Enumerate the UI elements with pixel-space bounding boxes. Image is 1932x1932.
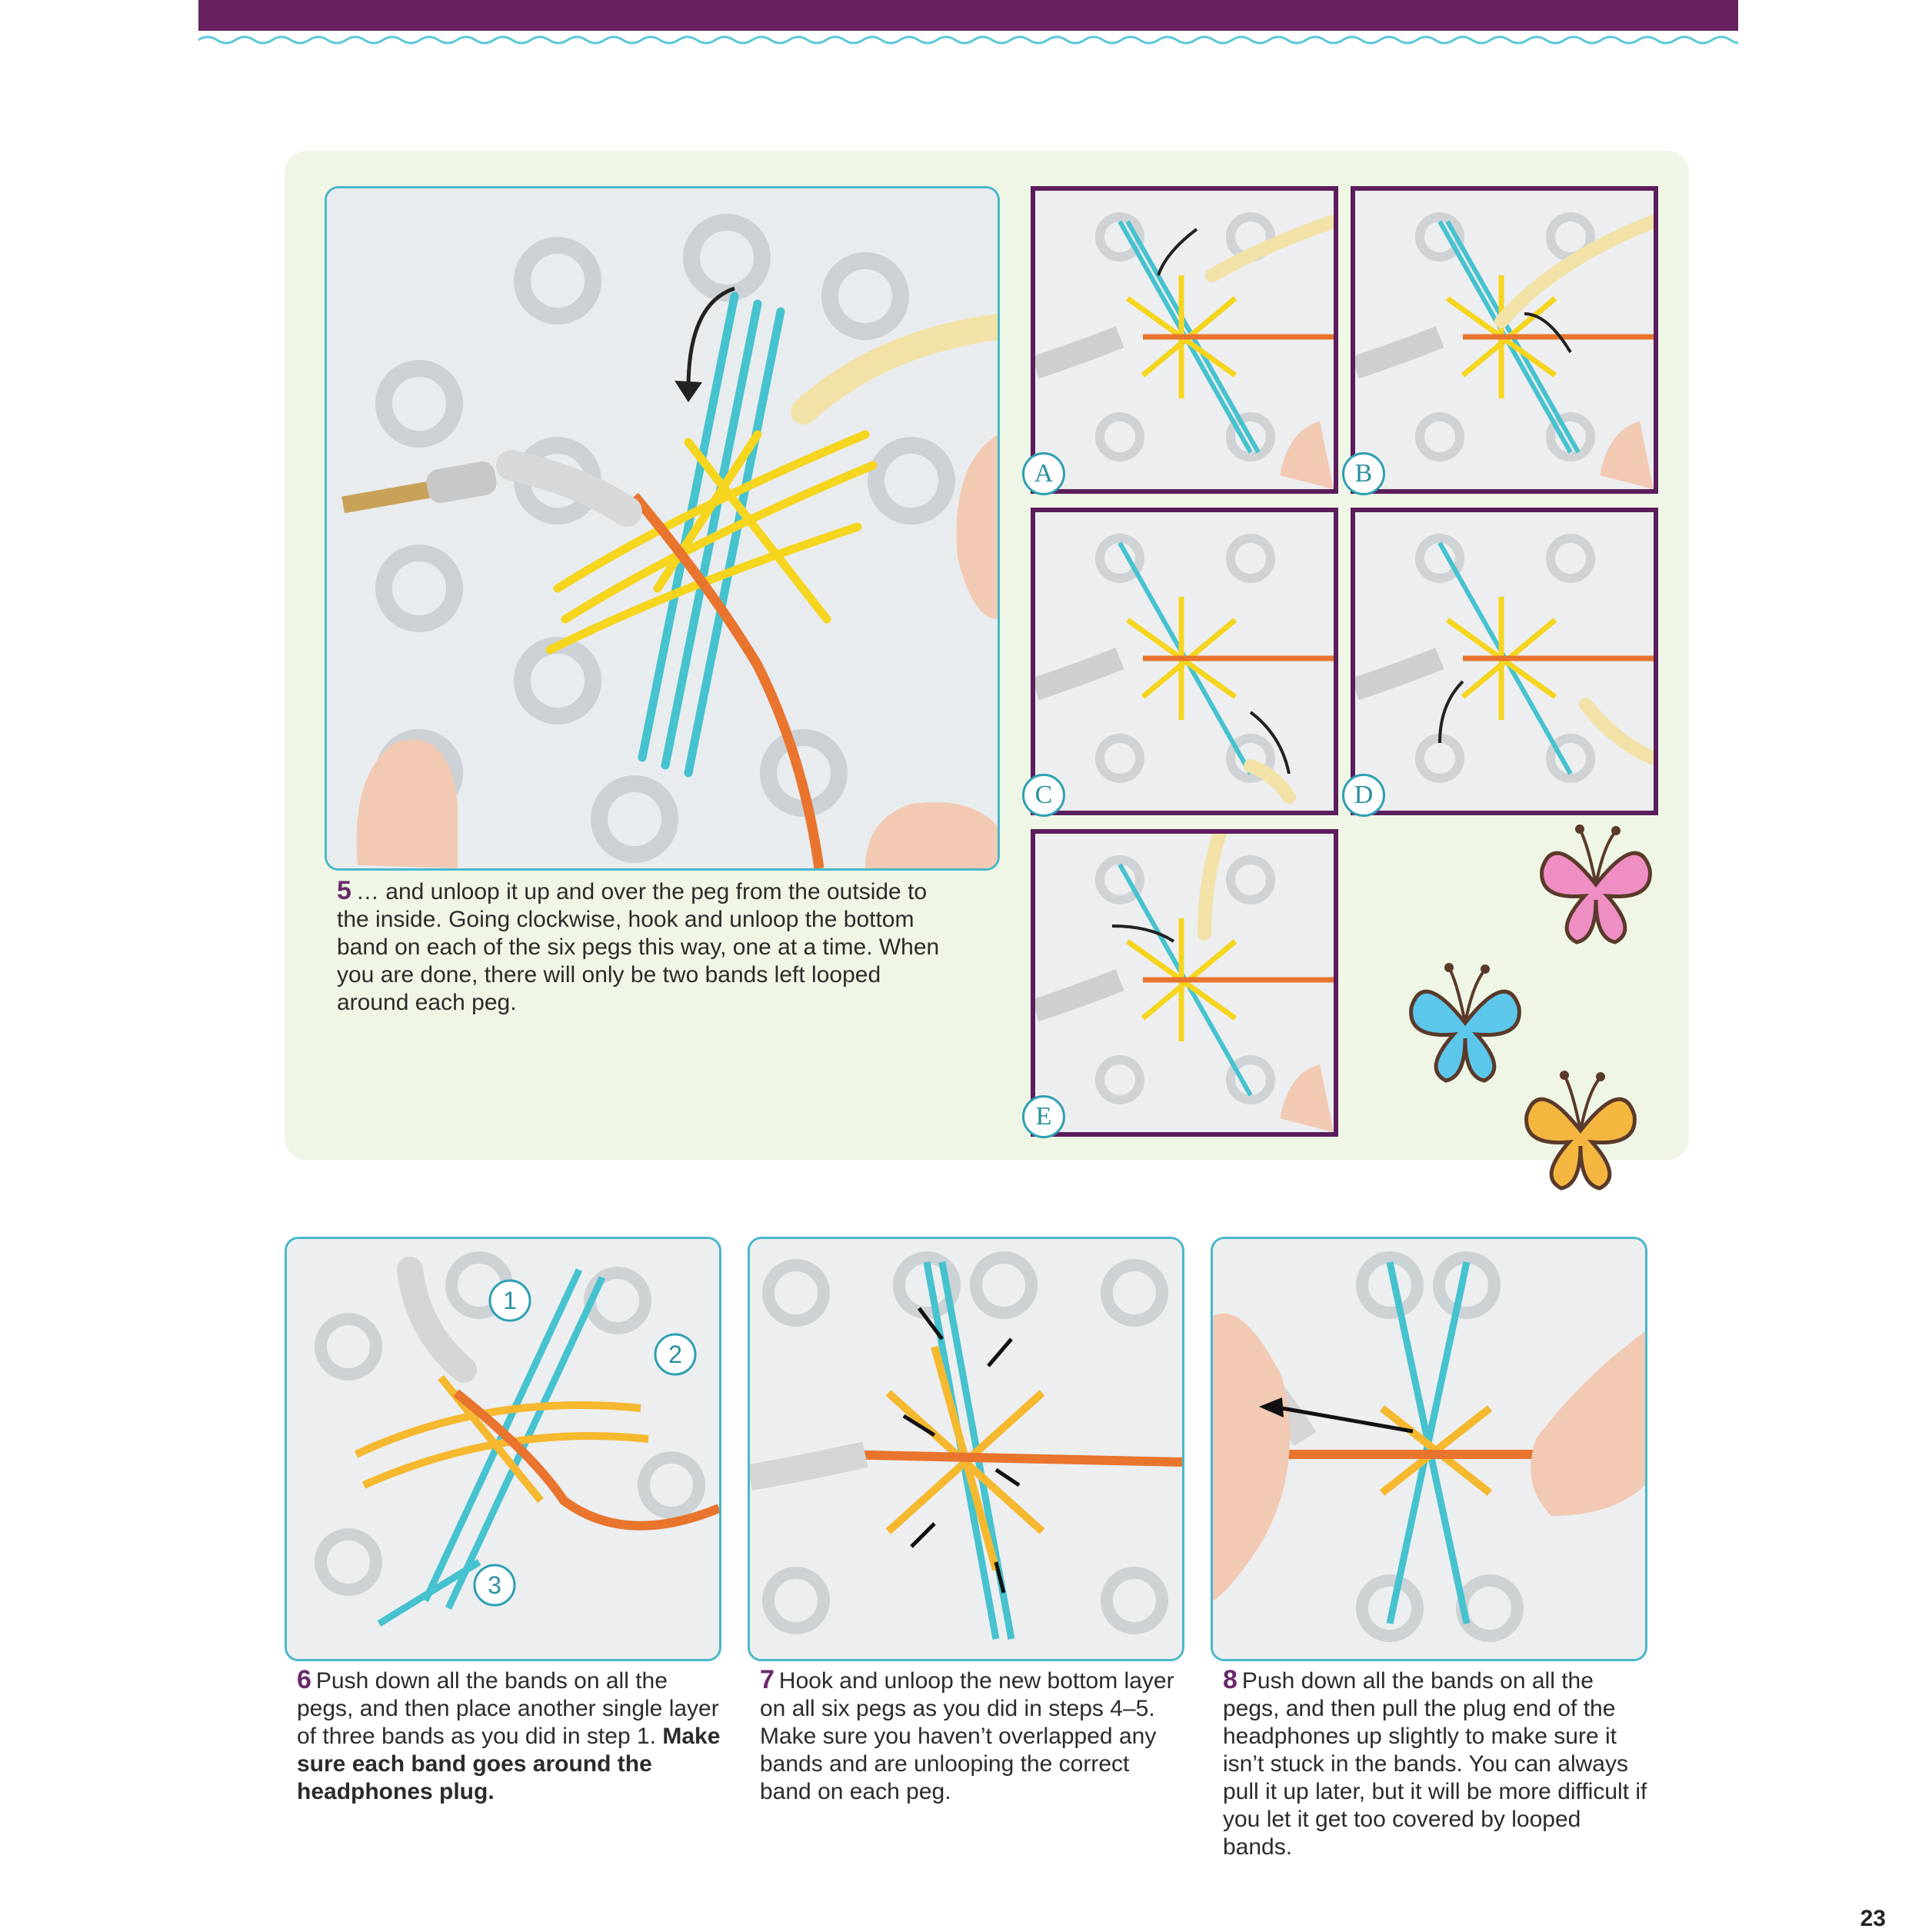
callout-3: 3 bbox=[488, 1571, 501, 1599]
step-8-instruction bbox=[1223, 1666, 1654, 1861]
step-8-text: Push down all the bands on all the pegs, and then pull the plug end of the headphones up slightly to make sure it isn’t stuck in the bands. You can always pull it up later, but it will be more difficult if you let it get too covered by looped bands. bbox=[1223, 1668, 1647, 1860]
step-7-number: 7 bbox=[760, 1665, 774, 1694]
substep-a-label: A bbox=[1022, 452, 1065, 495]
callout-2: 2 bbox=[668, 1341, 682, 1368]
substep-c-photo bbox=[1031, 508, 1338, 815]
substep-b-label: B bbox=[1342, 452, 1385, 495]
step-7-instruction bbox=[760, 1666, 1181, 1806]
pink-butterfly-icon bbox=[1531, 815, 1661, 954]
step-6-photo bbox=[285, 1237, 721, 1661]
substep-d-photo bbox=[1351, 508, 1658, 815]
step-7-photo bbox=[748, 1237, 1184, 1661]
page-number: 23 bbox=[1860, 1906, 1886, 1931]
step-5-photo bbox=[325, 186, 1000, 871]
header-bar bbox=[198, 0, 1738, 31]
substep-d-label: D bbox=[1342, 774, 1385, 817]
step-5-number: 5 bbox=[337, 876, 351, 905]
substep-e-label: E bbox=[1022, 1095, 1065, 1138]
step-6-text: Push down all the bands on all the pegs, and then place another single layer of three bands as you did in step 1. bbox=[297, 1668, 719, 1749]
step-8-number: 8 bbox=[1223, 1665, 1237, 1694]
step-7-text: Hook and unloop the new bottom layer on all six pegs as you did in steps 4–5. Make sure you haven’t overlapped any bands and are unlooping the correct band on each peg. bbox=[760, 1668, 1174, 1804]
substep-e-photo bbox=[1031, 829, 1338, 1137]
step-8-photo bbox=[1211, 1237, 1647, 1661]
step-5-instruction bbox=[337, 877, 952, 1017]
step-6-bold-note: Make sure each band goes around the headphones plug. bbox=[297, 1724, 721, 1804]
blue-butterfly-icon bbox=[1400, 954, 1531, 1092]
substep-b-photo bbox=[1351, 186, 1658, 494]
substep-a-photo bbox=[1031, 186, 1338, 494]
step-6-number: 6 bbox=[297, 1665, 311, 1694]
substep-c-label: C bbox=[1022, 774, 1065, 817]
callout-1: 1 bbox=[503, 1287, 517, 1314]
step-6-instruction bbox=[297, 1666, 728, 1806]
orange-butterfly-icon bbox=[1515, 1061, 1646, 1200]
step-5-text: … and unloop it up and over the peg from the outside to the inside. Going clockwise, hook and unloop the bottom band on each of the six pegs this way, one at a time. When you are done, there will only be two bands left looped around each peg. bbox=[337, 879, 940, 1015]
header-wave-divider bbox=[198, 34, 1738, 46]
